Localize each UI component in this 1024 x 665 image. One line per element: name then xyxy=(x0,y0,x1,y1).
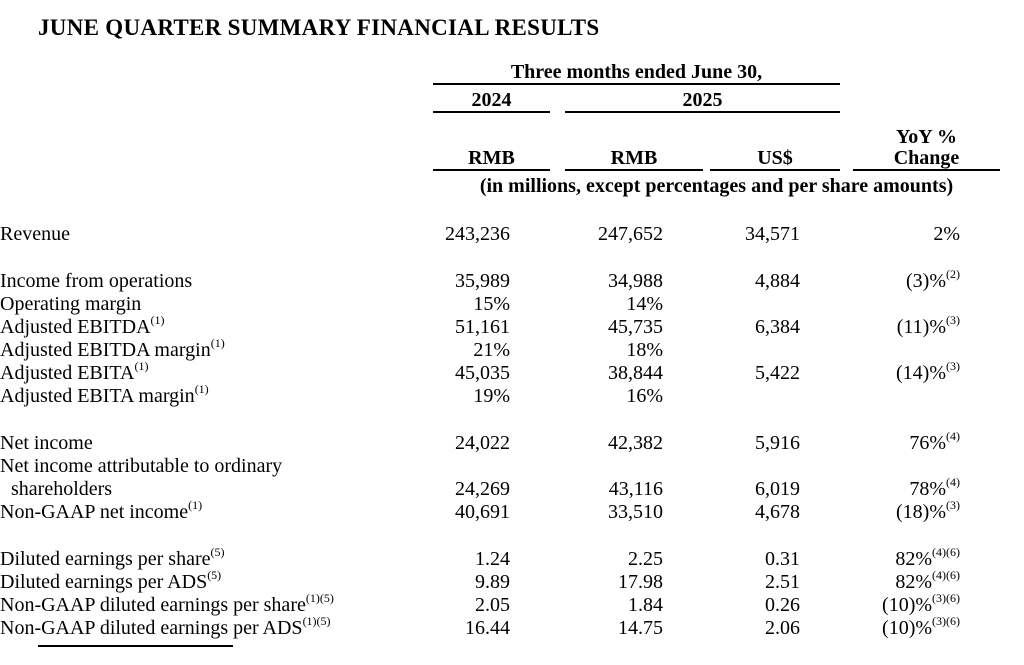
table-row xyxy=(0,336,1024,362)
table-row xyxy=(0,614,1024,640)
value-rmb-2024: 24,269 xyxy=(455,478,510,500)
table-row xyxy=(0,455,1024,478)
column-gap xyxy=(665,316,672,339)
value-rmb-2024: 45,035 xyxy=(455,362,510,384)
row-label: Adjusted EBITDA margin$^{(1)}$ xyxy=(0,336,225,361)
row-label: Income from operations xyxy=(0,270,193,292)
table-row xyxy=(0,267,1024,293)
column-gap xyxy=(665,594,672,617)
spacer-row xyxy=(0,524,1024,548)
value-rmb-2024: 15% xyxy=(473,293,510,315)
footnote-marker: (2) xyxy=(946,267,960,282)
value-yoy-change: 2% xyxy=(933,223,960,245)
value-usd-2025 xyxy=(672,293,802,316)
value-rmb-2025: 247,652 xyxy=(598,223,663,245)
column-gap xyxy=(512,432,527,455)
value-rmb-2025: 14% xyxy=(626,293,663,315)
column-gap xyxy=(665,362,672,385)
footnote-marker: (4) xyxy=(946,475,960,490)
column-gap xyxy=(802,339,815,362)
table-header-period-row xyxy=(38,61,1000,85)
value-rmb-2025: 2.25 xyxy=(628,548,663,570)
yoy-change-label: Change xyxy=(893,147,960,169)
value-rmb-2025: 33,510 xyxy=(608,501,663,523)
header-gap xyxy=(550,89,565,113)
table-row xyxy=(0,568,1024,594)
header-spacer xyxy=(38,89,433,113)
value-rmb-2025: 1.84 xyxy=(628,594,663,616)
spacer-row xyxy=(0,246,1024,270)
column-gap xyxy=(802,478,815,501)
table-row xyxy=(0,545,1024,571)
table-units-row xyxy=(38,175,1000,197)
spacer-row xyxy=(0,408,1024,432)
table-row xyxy=(0,429,1024,455)
table-row xyxy=(0,313,1024,339)
table-header-year-row xyxy=(38,89,1000,113)
value-rmb-2025: 42,382 xyxy=(608,432,663,454)
column-gap xyxy=(512,548,527,571)
value-yoy-change: 76%$^{(4)}$ xyxy=(909,429,960,454)
value-rmb-2025: 18% xyxy=(626,339,663,361)
value-rmb-2025: 38,844 xyxy=(608,362,663,384)
footnote-marker: (3)(6) xyxy=(932,614,960,629)
column-gap xyxy=(802,617,815,640)
column-gap xyxy=(665,617,672,640)
column-gap xyxy=(802,548,815,571)
column-gap xyxy=(802,432,815,455)
value-rmb-2024: 24,022 xyxy=(455,432,510,454)
footnote-marker: (3) xyxy=(946,498,960,513)
value-yoy-change xyxy=(815,339,962,362)
row-label: Diluted earnings per share$^{(5)}$ xyxy=(0,545,225,570)
footnote-marker: (3)(6) xyxy=(932,591,960,606)
value-usd-2025: 6,384 xyxy=(755,316,800,338)
footnote-marker: (1) xyxy=(188,498,203,513)
value-rmb-2025: 16% xyxy=(626,385,663,407)
units-note: (in millions, except percentages and per share amounts) xyxy=(479,175,954,197)
value-usd-2025: 0.31 xyxy=(765,548,800,570)
footnote-marker: (1)(5) xyxy=(305,591,334,606)
usd-header xyxy=(710,125,840,171)
column-gap xyxy=(665,478,672,501)
rmb-2024-header xyxy=(433,125,550,171)
table-row xyxy=(0,223,1024,246)
column-gap xyxy=(665,223,672,246)
value-yoy-change: (18)%$^{(3)}$ xyxy=(896,498,960,523)
row-label: Non-GAAP diluted earnings per $ADS^{(1)(5)}$ xyxy=(0,614,331,639)
column-gap xyxy=(665,432,672,455)
table-row xyxy=(0,498,1024,524)
footnote-marker: (1) xyxy=(134,359,149,374)
value-usd-2025: 2.06 xyxy=(765,617,800,639)
value-rmb-2024: 51,161 xyxy=(455,316,510,338)
value-yoy-change: 78%$^{(4)}$ xyxy=(909,475,960,500)
value-usd-2025 xyxy=(672,385,802,408)
column-gap xyxy=(802,270,815,293)
value-rmb-2024: 35,989 xyxy=(455,270,510,292)
footnote-divider xyxy=(38,645,233,647)
header-spacer xyxy=(38,175,433,197)
column-gap xyxy=(802,223,815,246)
column-gap xyxy=(512,362,527,385)
table-row xyxy=(0,359,1024,385)
page-title: JUNE QUARTER SUMMARY FINANCIAL RESULTS xyxy=(38,15,600,40)
row-label: Adjusted EBITDA$^{(1)}$ xyxy=(0,313,165,338)
footnote-marker: (5) xyxy=(207,568,222,583)
value-yoy-change xyxy=(815,455,962,478)
column-gap xyxy=(802,594,815,617)
value-rmb-2024: 21% xyxy=(473,339,510,361)
column-gap xyxy=(512,617,527,640)
footnote-marker: (3) xyxy=(946,313,960,328)
value-rmb-2025: 34,988 xyxy=(608,270,663,292)
value-rmb-2024: 16.44 xyxy=(465,617,510,639)
value-rmb-2024: 243,236 xyxy=(445,223,510,245)
column-gap xyxy=(665,571,672,594)
footnote-marker: (4)(6) xyxy=(932,568,960,583)
header-gap xyxy=(550,125,565,171)
value-rmb-2024: 40,691 xyxy=(455,501,510,523)
value-yoy-change: (10)%$^{(3)(6)}$ xyxy=(882,614,960,639)
rmb-2024-label: RMB xyxy=(468,147,515,169)
yoy-change-header xyxy=(853,125,1000,171)
header-spacer xyxy=(840,89,1000,113)
footnote-marker: (1) xyxy=(194,382,209,397)
table-row xyxy=(0,475,1024,501)
column-gap xyxy=(512,571,527,594)
column-gap xyxy=(512,316,527,339)
value-usd-2025: 6,019 xyxy=(755,478,800,500)
column-gap xyxy=(512,270,527,293)
column-gap xyxy=(512,594,527,617)
value-rmb-2025: 43,116 xyxy=(608,478,663,500)
value-yoy-change: (11)%$^{(3)}$ xyxy=(896,313,960,338)
column-gap xyxy=(512,501,527,524)
column-gap xyxy=(802,571,815,594)
column-gap xyxy=(512,385,527,408)
footnote-marker: (3) xyxy=(946,359,960,374)
column-gap xyxy=(802,385,815,408)
row-label: shareholders xyxy=(11,478,113,500)
row-label: Non-GAAP diluted earnings per share$^{(1)(5)}$ xyxy=(0,591,334,616)
header-spacer xyxy=(840,61,1000,85)
value-rmb-2025 xyxy=(527,455,665,478)
column-gap xyxy=(802,362,815,385)
row-label: Adjusted EBITA$^{(1)}$ xyxy=(0,359,149,384)
financial-results-page xyxy=(0,15,1024,665)
column-gap xyxy=(665,385,672,408)
rmb-2025-header xyxy=(565,125,703,171)
value-usd-2025: 4,678 xyxy=(755,501,800,523)
header-gap xyxy=(840,125,853,171)
row-label: Revenue xyxy=(0,223,70,245)
value-usd-2025: 5,422 xyxy=(755,362,800,384)
value-yoy-change: (3)%$^{(2)}$ xyxy=(906,267,960,292)
footnote-marker: (1)(5) xyxy=(302,614,331,629)
table-header-currency-row xyxy=(38,125,1000,171)
value-usd-2025: 5,916 xyxy=(755,432,800,454)
column-gap xyxy=(665,501,672,524)
column-gap xyxy=(512,293,527,316)
value-yoy-change: (10)%$^{(3)(6)}$ xyxy=(882,591,960,616)
column-gap xyxy=(802,316,815,339)
header-spacer xyxy=(38,125,433,171)
column-gap xyxy=(512,223,527,246)
column-gap xyxy=(802,455,815,478)
value-rmb-2024: 19% xyxy=(473,385,510,407)
row-label: Non-GAAP net income$^{(1)}$ xyxy=(0,498,203,523)
column-gap xyxy=(512,455,527,478)
yoy-percent-label: YoY % xyxy=(896,126,957,148)
footnote-marker: (4)(6) xyxy=(932,545,960,560)
footnote-marker: (5) xyxy=(210,545,225,560)
column-gap xyxy=(512,478,527,501)
value-usd-2025: 2.51 xyxy=(765,571,800,593)
value-rmb-2025: 45,735 xyxy=(608,316,663,338)
value-rmb-2024: 2.05 xyxy=(475,594,510,616)
value-rmb-2024 xyxy=(395,455,512,478)
value-yoy-change: 82%$^{(4)(6)}$ xyxy=(895,545,960,570)
column-gap xyxy=(665,293,672,316)
value-yoy-change xyxy=(815,293,962,316)
row-label: Adjusted EBITA margin$^{(1)}$ xyxy=(0,382,209,407)
value-yoy-change: 82%$^{(4)(6)}$ xyxy=(895,568,960,593)
value-usd-2025 xyxy=(672,339,802,362)
column-gap xyxy=(512,339,527,362)
rmb-2025-label: RMB xyxy=(610,147,658,169)
value-yoy-change xyxy=(815,385,962,408)
value-rmb-2024: 9.89 xyxy=(475,571,510,593)
value-rmb-2025: 17.98 xyxy=(618,571,663,593)
value-usd-2025: 34,571 xyxy=(745,223,800,245)
year-2025-header: 2025 xyxy=(565,89,840,113)
value-usd-2025: 0.26 xyxy=(765,594,800,616)
table-rows xyxy=(0,223,1024,640)
table-row xyxy=(0,591,1024,617)
row-label: Operating margin xyxy=(0,293,142,315)
value-usd-2025: 4,884 xyxy=(755,270,800,292)
row-label: Diluted earnings per ADS$^{(5)}$ xyxy=(0,568,222,593)
value-rmb-2025: 14.75 xyxy=(618,617,663,639)
footnote-marker: (1) xyxy=(210,336,225,351)
footnote-marker: (1) xyxy=(150,313,165,328)
column-gap xyxy=(665,455,672,478)
table-row xyxy=(0,382,1024,408)
row-label: Net income xyxy=(0,432,93,454)
period-header: Three months ended June 30, xyxy=(433,61,840,85)
column-gap xyxy=(665,270,672,293)
value-yoy-change: (14)%$^{(3)}$ xyxy=(896,359,960,384)
value-usd-2025 xyxy=(672,455,802,478)
footnote-marker: (4) xyxy=(946,429,960,444)
header-gap xyxy=(703,125,710,171)
column-gap xyxy=(802,501,815,524)
column-gap xyxy=(665,548,672,571)
year-2024-header: 2024 xyxy=(433,89,550,113)
usd-label: US$ xyxy=(757,147,793,169)
column-gap xyxy=(802,293,815,316)
value-rmb-2024: 1.24 xyxy=(475,548,510,570)
header-spacer xyxy=(38,61,433,85)
row-label: Net income attributable to ordinary xyxy=(0,455,283,477)
column-gap xyxy=(665,339,672,362)
